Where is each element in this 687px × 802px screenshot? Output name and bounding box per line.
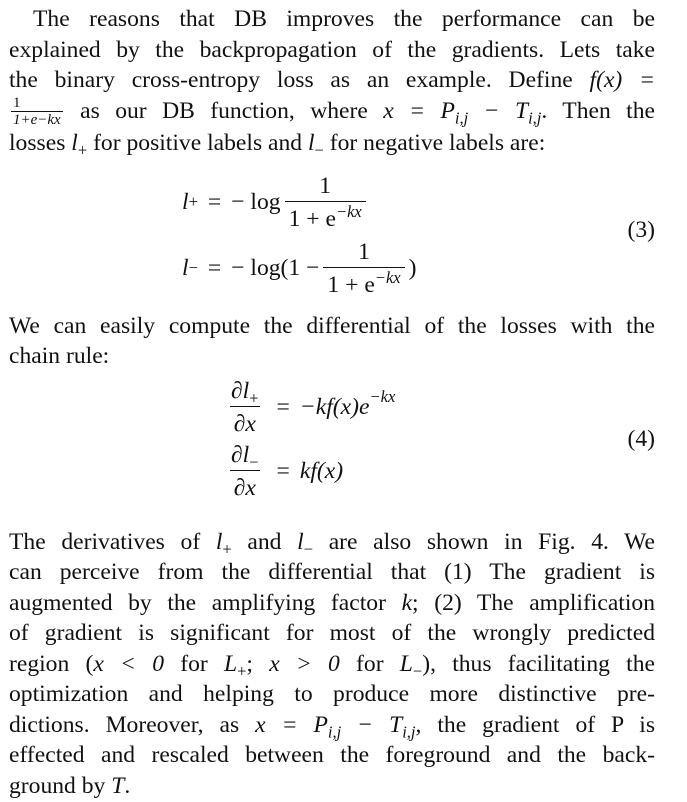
math-k: k (401, 589, 413, 616)
math-subscript: + (77, 140, 88, 160)
fraction-denominator: ∂x (230, 406, 260, 439)
text-span: are also shown in Fig. 4. We (313, 528, 655, 555)
math-l: l (182, 188, 189, 215)
math-equals: = (207, 188, 222, 215)
fraction-numerator: 1 (358, 238, 370, 265)
text-line (9, 65, 655, 96)
display-fraction (285, 171, 366, 234)
text-span: , the gradient of P is (415, 711, 656, 738)
math-L: L (399, 650, 413, 677)
text-span: for negative labels are: (323, 130, 546, 157)
math-condition: x > 0 (269, 650, 340, 677)
math-subscript: + (222, 539, 232, 559)
fraction-denominator: 1+e−kx (13, 112, 61, 129)
math-close-paren: ) (408, 254, 417, 281)
math-subscript: − (249, 452, 259, 472)
math-neg-log-open: − log(1 − (231, 254, 320, 281)
text-line (9, 588, 655, 619)
paragraph-derivatives (9, 527, 655, 802)
math-fx: f(x) = (589, 67, 655, 93)
math-T: T (111, 772, 125, 799)
paper-page (9, 4, 655, 801)
math-subscript: i,j (402, 722, 416, 742)
text-line (9, 527, 655, 558)
text-line: effected and rescaled between the foreground and the back- (9, 742, 655, 769)
text-span: ; (2) The amplification (412, 589, 656, 616)
text-line: chain rule: (9, 343, 110, 370)
equation-4 (9, 372, 655, 527)
text-line (9, 649, 655, 680)
text-span: ; (246, 650, 270, 677)
equation-number: (4) (627, 425, 655, 452)
fraction-numerator (227, 440, 263, 470)
text-span: ), thus facilitating the (422, 650, 655, 677)
partial-fraction (227, 440, 263, 503)
fraction-numerator (227, 376, 263, 406)
denominator-base: 1 + e (327, 271, 375, 298)
text-span: . Then the (541, 97, 655, 124)
partial-fraction (227, 376, 263, 439)
math-equals: = (207, 254, 222, 281)
math-minus-t: − T (341, 711, 403, 738)
text-line: optimization and helping to produce more distinctive pre- (9, 681, 655, 708)
math-equals: = (276, 457, 290, 484)
math-subscript: i,j (454, 108, 469, 128)
math-l: l (215, 528, 223, 555)
text-line: The reasons that DB improves the performance can be (33, 6, 655, 32)
math-l: l (297, 528, 304, 555)
math-neg-log: − log (231, 188, 281, 215)
equation-line-l-minus: l − = − log(1 − $\frac{1}{1 + e^{-kx}}$ ) (182, 238, 417, 298)
fraction-numerator: 1 (319, 172, 332, 199)
text-span: dictions. Moreover, as (9, 711, 256, 738)
text-span: as our DB function, where (64, 97, 384, 124)
math-x-eq-p: x = P (255, 711, 328, 738)
text-span: The derivatives of (9, 528, 216, 555)
math-l: l (307, 130, 315, 157)
fraction-denominator (323, 267, 404, 300)
text-line (9, 128, 655, 159)
text-span: for (164, 650, 224, 677)
math-subscript: − (412, 661, 423, 681)
math-l: l (71, 130, 78, 157)
text-span: for positive labels and (87, 130, 308, 157)
text-line (9, 771, 655, 802)
math-minus-t: − T (468, 97, 529, 124)
math-equals: = (276, 393, 290, 420)
partial-l: ∂l (231, 441, 250, 468)
fraction-numerator: 1 (13, 95, 21, 112)
inline-fraction (11, 96, 63, 128)
text-line: can perceive from the differential that (1) The gradient is (9, 559, 655, 586)
text-line (9, 710, 655, 741)
partial-l: ∂l (231, 377, 250, 404)
equation-number: (3) (627, 216, 655, 243)
math-subscript: − (303, 539, 314, 559)
text-span: losses (9, 130, 72, 157)
text-span: augmented by the amplifying factor (9, 589, 402, 616)
math-exponent: −kx (374, 267, 401, 287)
text-span: . (124, 772, 131, 799)
math-subscript: i,j (528, 108, 542, 128)
denominator-base: 1 + e (288, 205, 336, 232)
math-rhs: kf(x) (299, 457, 344, 484)
text-span: and (231, 528, 298, 555)
text-line (9, 96, 655, 129)
paragraph-chain-rule (9, 311, 655, 372)
text-line: We can easily compute the differential of the losses with the (9, 312, 655, 339)
math-L: L (223, 650, 238, 677)
math-l: l (182, 254, 189, 281)
math-subscript: i,j (327, 722, 342, 742)
display-fraction (323, 237, 404, 300)
math-subscript: − (314, 140, 324, 160)
math-rhs: −kf(x)e (299, 393, 370, 420)
equation-3 (9, 159, 655, 311)
equation-line-l-plus: l + = − log $\frac{1}{1 + e^{-kx}}$ (182, 171, 370, 234)
text-line: explained by the backpropagation of the gradients. Lets take (9, 36, 655, 63)
text-span: ground by (9, 772, 112, 799)
text-span: the binary cross-entropy loss as an example. Define (9, 67, 590, 93)
text-line: of gradient is significant for most of the wrongly predicted (9, 620, 655, 647)
paragraph-intro (9, 4, 655, 159)
math-subscript: + (237, 661, 247, 681)
equation-line-dl-minus (223, 440, 343, 503)
text-span: region ( (9, 650, 94, 677)
math-exponent: −kx (335, 201, 362, 221)
equation-line-dl-plus: $\frac{\partial l_+}{\partial x}$ = −kf(x)e $^{-kx}$ (223, 376, 395, 439)
fraction-denominator (285, 201, 366, 234)
text-span: for (339, 650, 400, 677)
math-subscript: + (249, 388, 259, 408)
math-condition: x < 0 (93, 650, 164, 677)
math-x-eq-p: x = P (383, 97, 455, 124)
fraction-denominator: ∂x (230, 470, 260, 503)
